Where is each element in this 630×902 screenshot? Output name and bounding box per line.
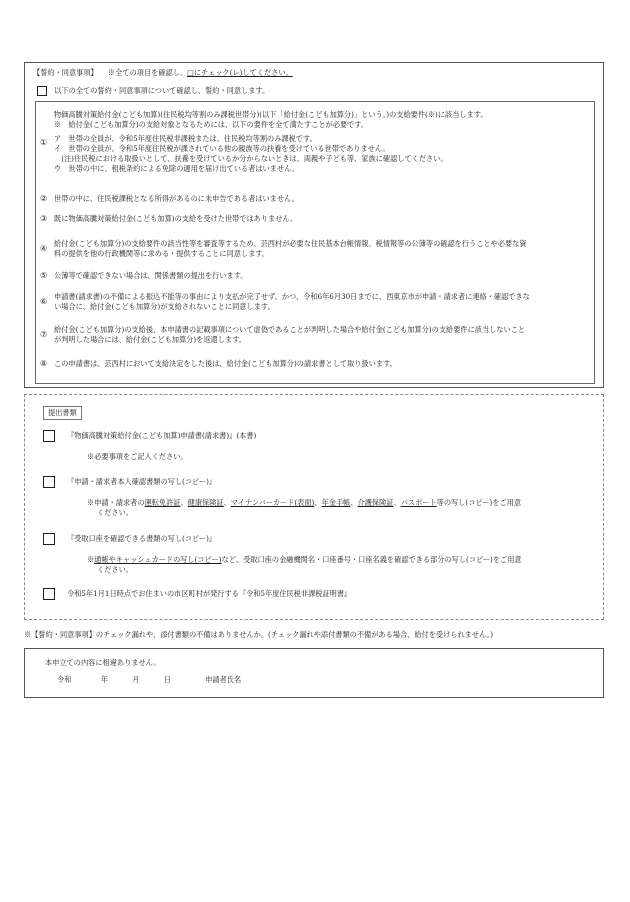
document-2-checkbox[interactable] — [43, 476, 55, 488]
item-text: 公簿等で確認できない場合は、関係書類の提出を行います。 — [54, 271, 248, 280]
pledge-header-note-underlined: □にチェック(レ)してください。 — [187, 68, 293, 77]
pledge-item-2 — [40, 194, 588, 204]
id-document-name: 年金手帳 — [321, 498, 351, 507]
date-month-field[interactable]: 月 — [132, 675, 140, 684]
id-document-name: 運転免許証 — [144, 498, 181, 507]
agree-all-row[interactable] — [37, 86, 269, 96]
agree-all-label: 以下の全ての誓約・同意事項について確認し、誓約・同意します。 — [54, 86, 270, 95]
document-1-checkbox[interactable] — [43, 430, 55, 442]
note-text: ください。 — [97, 564, 133, 574]
date-year-field[interactable]: 年 — [100, 675, 108, 684]
document-3-checkbox[interactable] — [43, 533, 55, 545]
item-text: 給付金(こども加算分)の支給要件の該当性等を審査等するため、芸西村が必要な住民基本台帳情報、税情報等の公簿等の確認を行うことや必要な資 — [54, 239, 527, 248]
date-era: 令和 — [57, 675, 72, 684]
id-document-name: マイナンバーカード(表面) — [230, 498, 315, 507]
item-number: ⑤ — [40, 271, 48, 280]
item-number: ⑦ — [40, 330, 48, 339]
note-text: ※ — [87, 555, 95, 564]
item-number: ① — [40, 138, 48, 147]
pledge-item-4 — [40, 239, 588, 258]
document-4-checkbox[interactable] — [43, 588, 55, 600]
pledge-items-box — [35, 101, 595, 384]
applicant-name-field[interactable]: 申請者氏名 — [205, 675, 242, 684]
pledge-item-7 — [40, 325, 588, 344]
check-reminder-note: ※【誓約・同意事項】のチェック漏れや、添付書類の不備はありませんか。(チェック漏れや添付書類の不備がある場合、給付を受けられません。) — [24, 630, 494, 639]
note-separator: 、 — [393, 498, 401, 507]
id-document-name: パスポート — [400, 498, 437, 507]
item-number: ⑥ — [40, 297, 48, 306]
item-text: 申請書(請求書)の不備による振込不能等の事由により支払が完了せず、かつ、令和6年6月30日までに、西東京市が申請・請求者に連絡・確認できな — [54, 292, 530, 301]
required-documents-section — [24, 394, 604, 620]
pledge-header-note: ※全ての項目を確認し、 — [108, 68, 188, 77]
document-1-note: ※必要事項をご記入ください。 — [87, 452, 188, 461]
note-separator: 、 — [223, 498, 231, 507]
document-3-title: 『受取口座を確認できる書類の写し(コピー)』 — [67, 534, 217, 543]
pledge-item-3 — [40, 214, 588, 224]
item-text: ※ 給付金(こども加算分)の支給対象となるためには、以下の要件を全て満たすことが必要です。 — [54, 119, 369, 129]
note-separator: 、 — [180, 498, 188, 507]
note-text: 等の写し(コピー)をご用意 — [436, 498, 522, 507]
item-number: ④ — [40, 244, 48, 253]
declaration-section — [24, 648, 604, 698]
required-documents-tag: 提出書類 — [43, 406, 82, 420]
note-text: など、受取口座の金融機関名・口座番号・口座名義を確認できる部分の写し(コピー)をご用意 — [221, 555, 522, 564]
note-text: ください。 — [97, 507, 133, 517]
id-document-name: 介護保険証 — [357, 498, 394, 507]
item-text: い場合に、給付金(こども加算分)が支給されないことに同意します。 — [54, 301, 275, 311]
item-text: 物価高騰対策給付金(こども加算)(住民税均等割のみ課税世帯分)(以下「給付金(こども加算分)」という。)の支給要件(※)に該当します。 — [54, 110, 488, 119]
item-text: ウ 世帯の中に、租税条約による免除の適用を届け出ている者はいません。 — [54, 163, 299, 173]
item-number: ② — [40, 194, 48, 203]
pledge-item-6 — [40, 292, 588, 311]
item-text: (注)住民税における取扱いとして、扶養を受けているか分からないときは、両親や子ども等、家族に確認してください。 — [54, 153, 448, 163]
item-text: 既に物価高騰対策給付金(こども加算)の支給を受けた世帯ではありません。 — [54, 214, 298, 223]
document-2-title: 『申請・請求者本人確認書類の写し(コピー)』 — [67, 477, 217, 486]
document-3-note — [87, 555, 587, 574]
item-text: この申請書は、芸西村において支給決定をした後は、給付金(こども加算分)の請求書として取り扱います。 — [54, 359, 397, 368]
item-text: ア 世帯の全員が、令和5年度住民税非課税または、住民税均等割のみ課税です。 — [54, 134, 317, 144]
pledge-item-5 — [40, 271, 588, 281]
document-4-title: 令和5年1月1日時点でお住まいの市区町村が発行する『令和5年度住民税非課税証明書』 — [67, 589, 352, 598]
pledge-consent-section — [24, 62, 604, 388]
item-number: ⑧ — [40, 359, 48, 368]
item-text: 給付金(こども加算分)の支給後、本申請書の記載事項について虚偽であることが判明した場合や給付金(こども加算分)の支給要件に該当しないこと — [54, 325, 526, 334]
agree-all-checkbox[interactable] — [37, 86, 47, 96]
pledge-header — [33, 68, 293, 78]
pledge-header-title: 【誓約・同意事項】 — [33, 68, 98, 77]
item-number: ③ — [40, 214, 48, 223]
note-separator: 、 — [314, 498, 322, 507]
id-document-name: 健康保険証 — [187, 498, 224, 507]
item-text: が判明した場合には、給付金(こども加算分)を返還します。 — [54, 334, 246, 344]
note-text-underlined: 通帳やキャッシュカードの写し(コピー) — [94, 555, 222, 564]
pledge-item-8 — [40, 359, 588, 369]
declaration-statement: 本申立ての内容に相違ありません。 — [45, 658, 161, 667]
note-text: ※申請・請求者の — [87, 498, 145, 507]
note-separator: 、 — [350, 498, 358, 507]
date-day-field[interactable]: 日 — [163, 675, 171, 684]
item-text: 世帯の中に、住民税課税となる所得があるのに未申告である者はいません。 — [54, 194, 299, 203]
item-text: イ 世帯の全員が、令和5年度住民税が課されている他の親族等の扶養を受けている世帯でありません。 — [54, 144, 390, 154]
document-2-note — [87, 498, 587, 517]
item-text: 料の提供を他の行政機関等に求める・提供することに同意します。 — [54, 248, 270, 258]
document-1-title: 『物価高騰対策給付金(こども加算)申請書(請求書)』(本書) — [67, 431, 257, 440]
pledge-item-1 — [40, 110, 588, 173]
declaration-date-name-row — [57, 675, 241, 685]
